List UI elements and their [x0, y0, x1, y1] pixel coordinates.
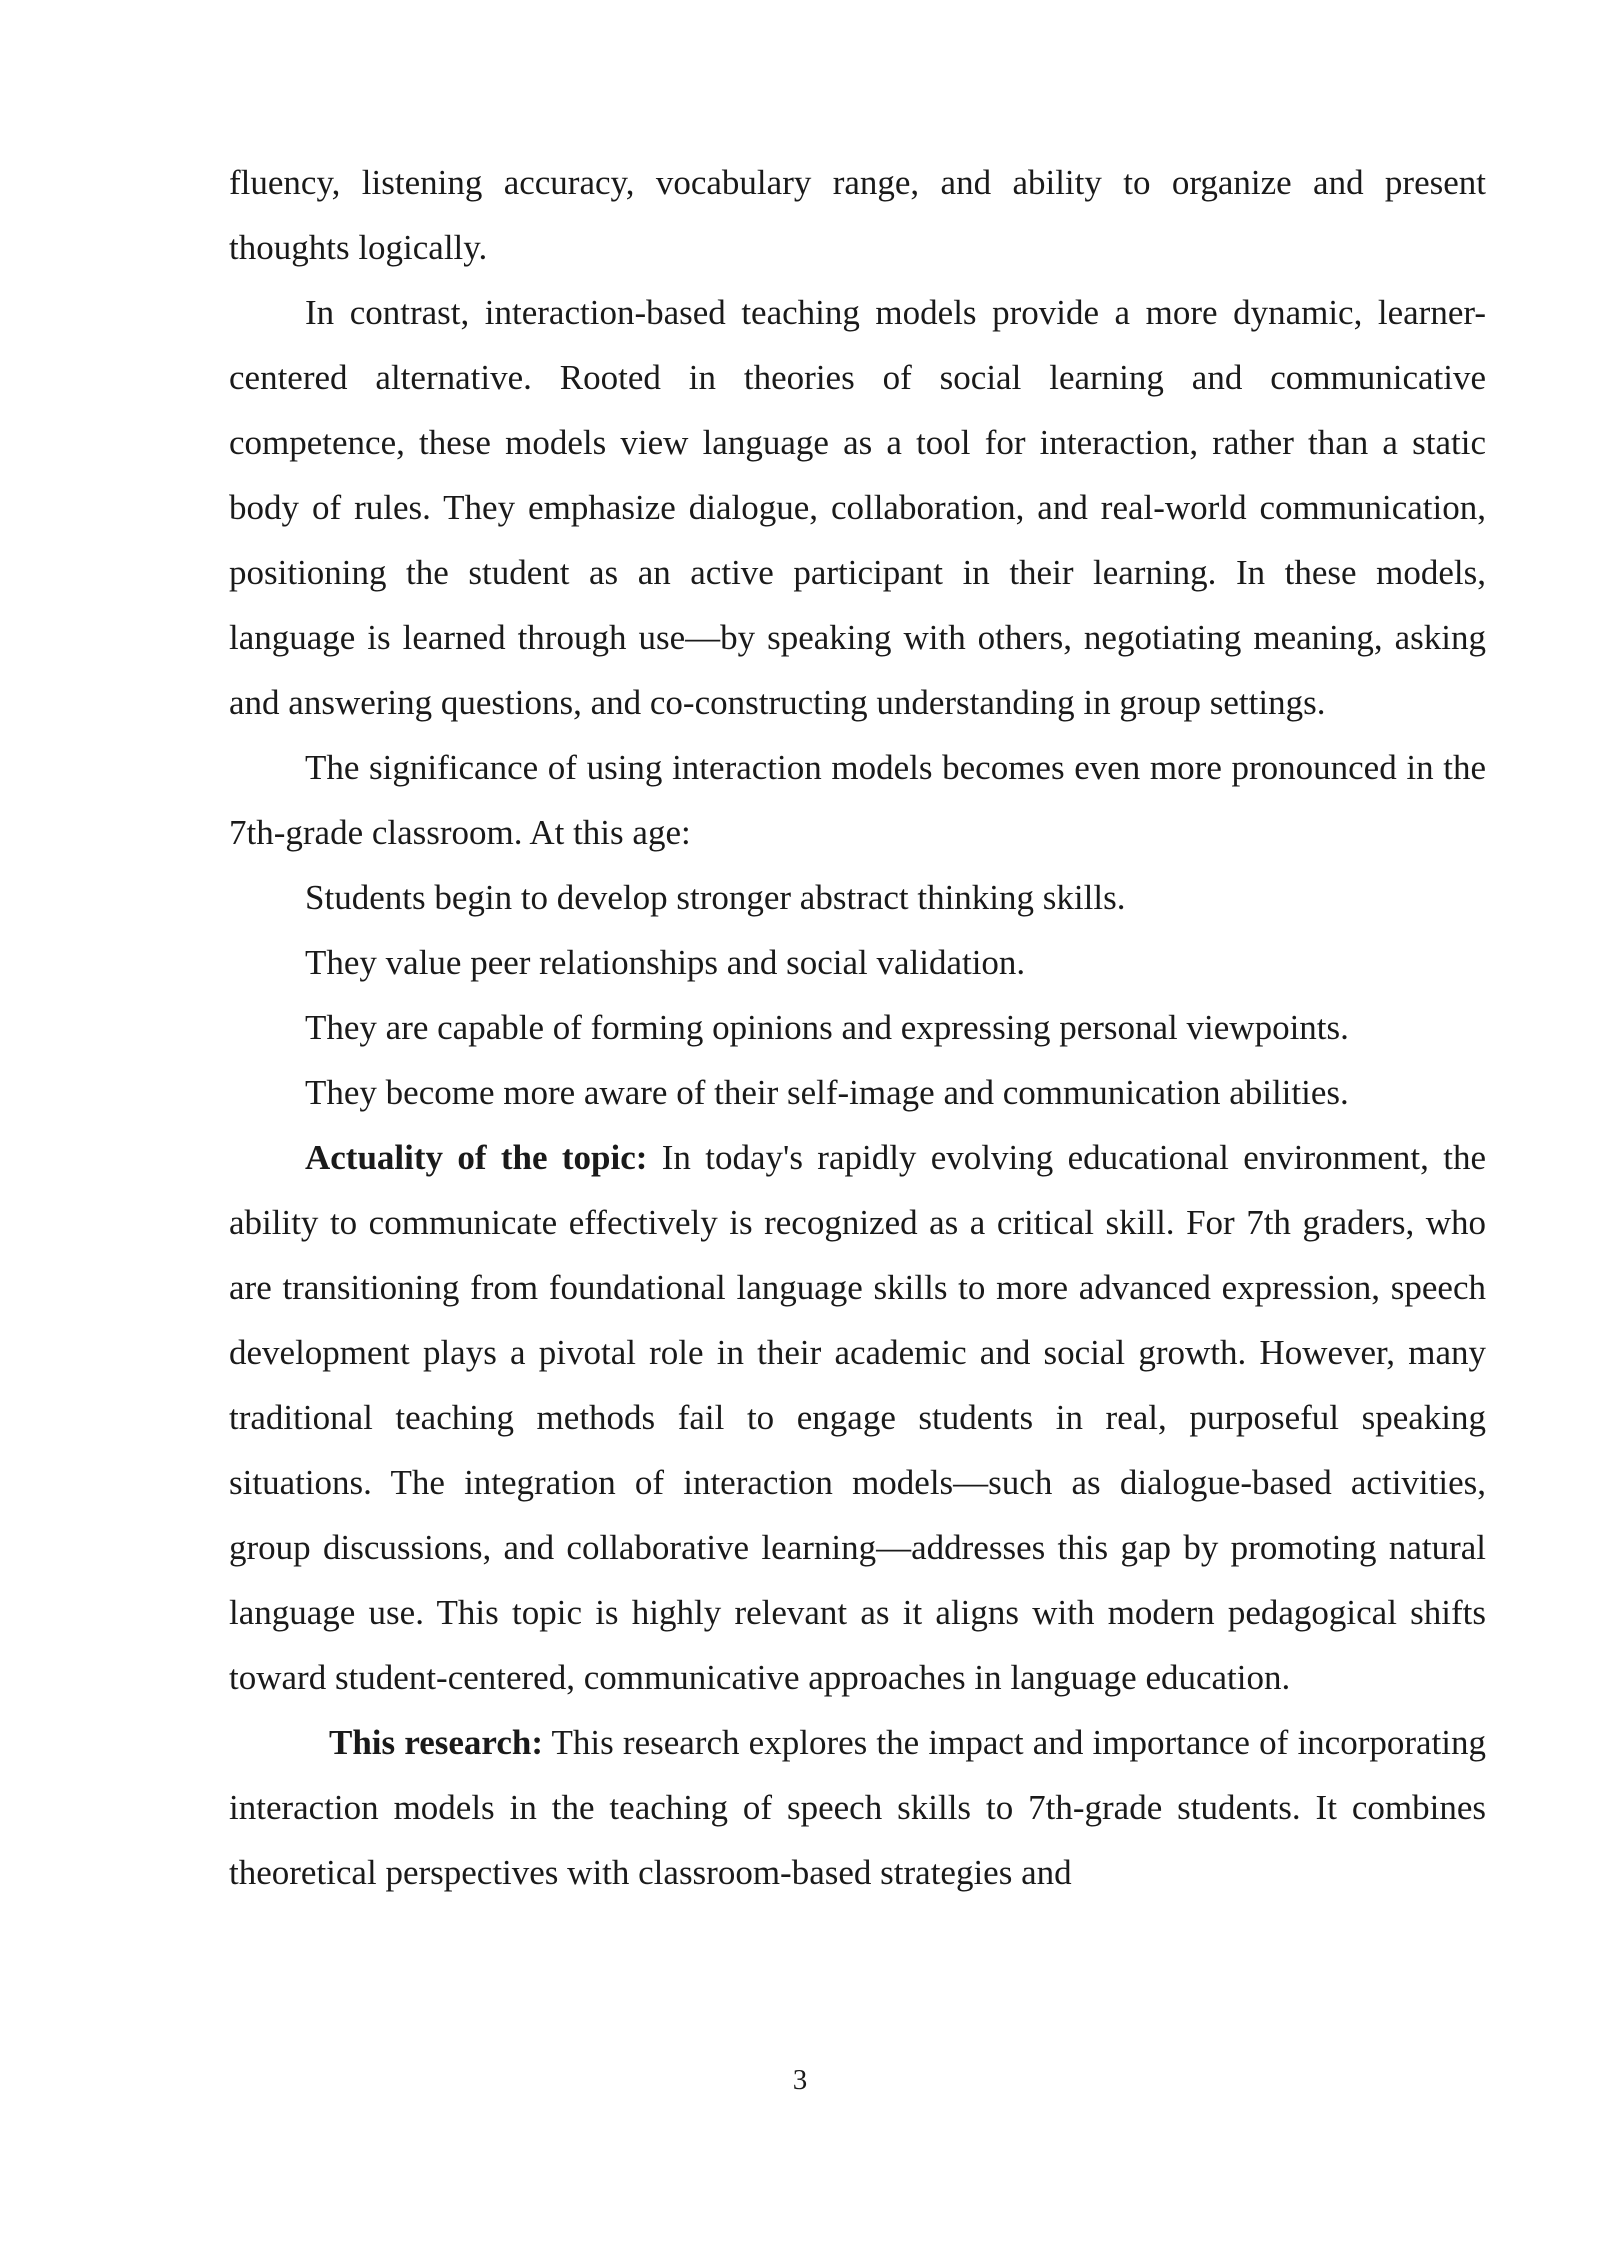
actuality-text: In today's rapidly evolving educational environment, the ability to communicate effectively is recognized as a critical skill. For 7th graders, who are transitioning from foundational language skills to more advanced expression, speech development plays a pivotal role in their academic and social growth. However, many traditional teaching methods fail to engage students in real, purposeful speaking situations. The integration of interaction models—such as dialogue-based activities, group discussions, and collaborative learning—addresses this gap by promoting natural language use. This topic is highly relevant as it aligns with modern pedagogical shifts toward student-centered, communicative approaches in language education.	[229, 1138, 1486, 1697]
list-item: They value peer relationships and social validation.	[305, 943, 1026, 982]
research-text: This research explores the impact and importance of incorporating interaction models in the teaching of speech skills to 7th-grade students. It combines theoretical perspectives with classroom-based strategies and	[229, 1723, 1486, 1892]
paragraph-significance: The significance of using interaction models becomes even more pronounced in the 7th-grade classroom. At this age:	[229, 748, 1486, 852]
paragraph-continuation: fluency, listening accuracy, vocabulary range, and ability to organize and present thoughts logically.	[229, 163, 1486, 267]
paragraph-research	[229, 1710, 1486, 1905]
actuality-heading: Actuality of the topic:	[305, 1138, 648, 1177]
list-item: Students begin to develop stronger abstract thinking skills.	[305, 878, 1126, 917]
research-heading: This research:	[329, 1723, 543, 1762]
paragraph-actuality	[229, 1125, 1486, 1710]
document-page	[229, 150, 1486, 1905]
page-number: 3	[792, 2064, 808, 2096]
list-item: They are capable of forming opinions and expressing personal viewpoints.	[305, 1008, 1349, 1047]
list-item: They become more aware of their self-image and communication abilities.	[305, 1073, 1349, 1112]
paragraph-interaction-models: In contrast, interaction-based teaching models provide a more dynamic, learner-centered alternative. Rooted in theories of social learning and communicative competence, these models view language as a tool for interaction, rather than a static body of rules. They emphasize dialogue, collaboration, and real-world communication, positioning the student as an active participant in their learning. In these models, language is learned through use—by speaking with others, negotiating meaning, asking and answering questions, and co-constructing understanding in group settings.	[229, 293, 1486, 722]
